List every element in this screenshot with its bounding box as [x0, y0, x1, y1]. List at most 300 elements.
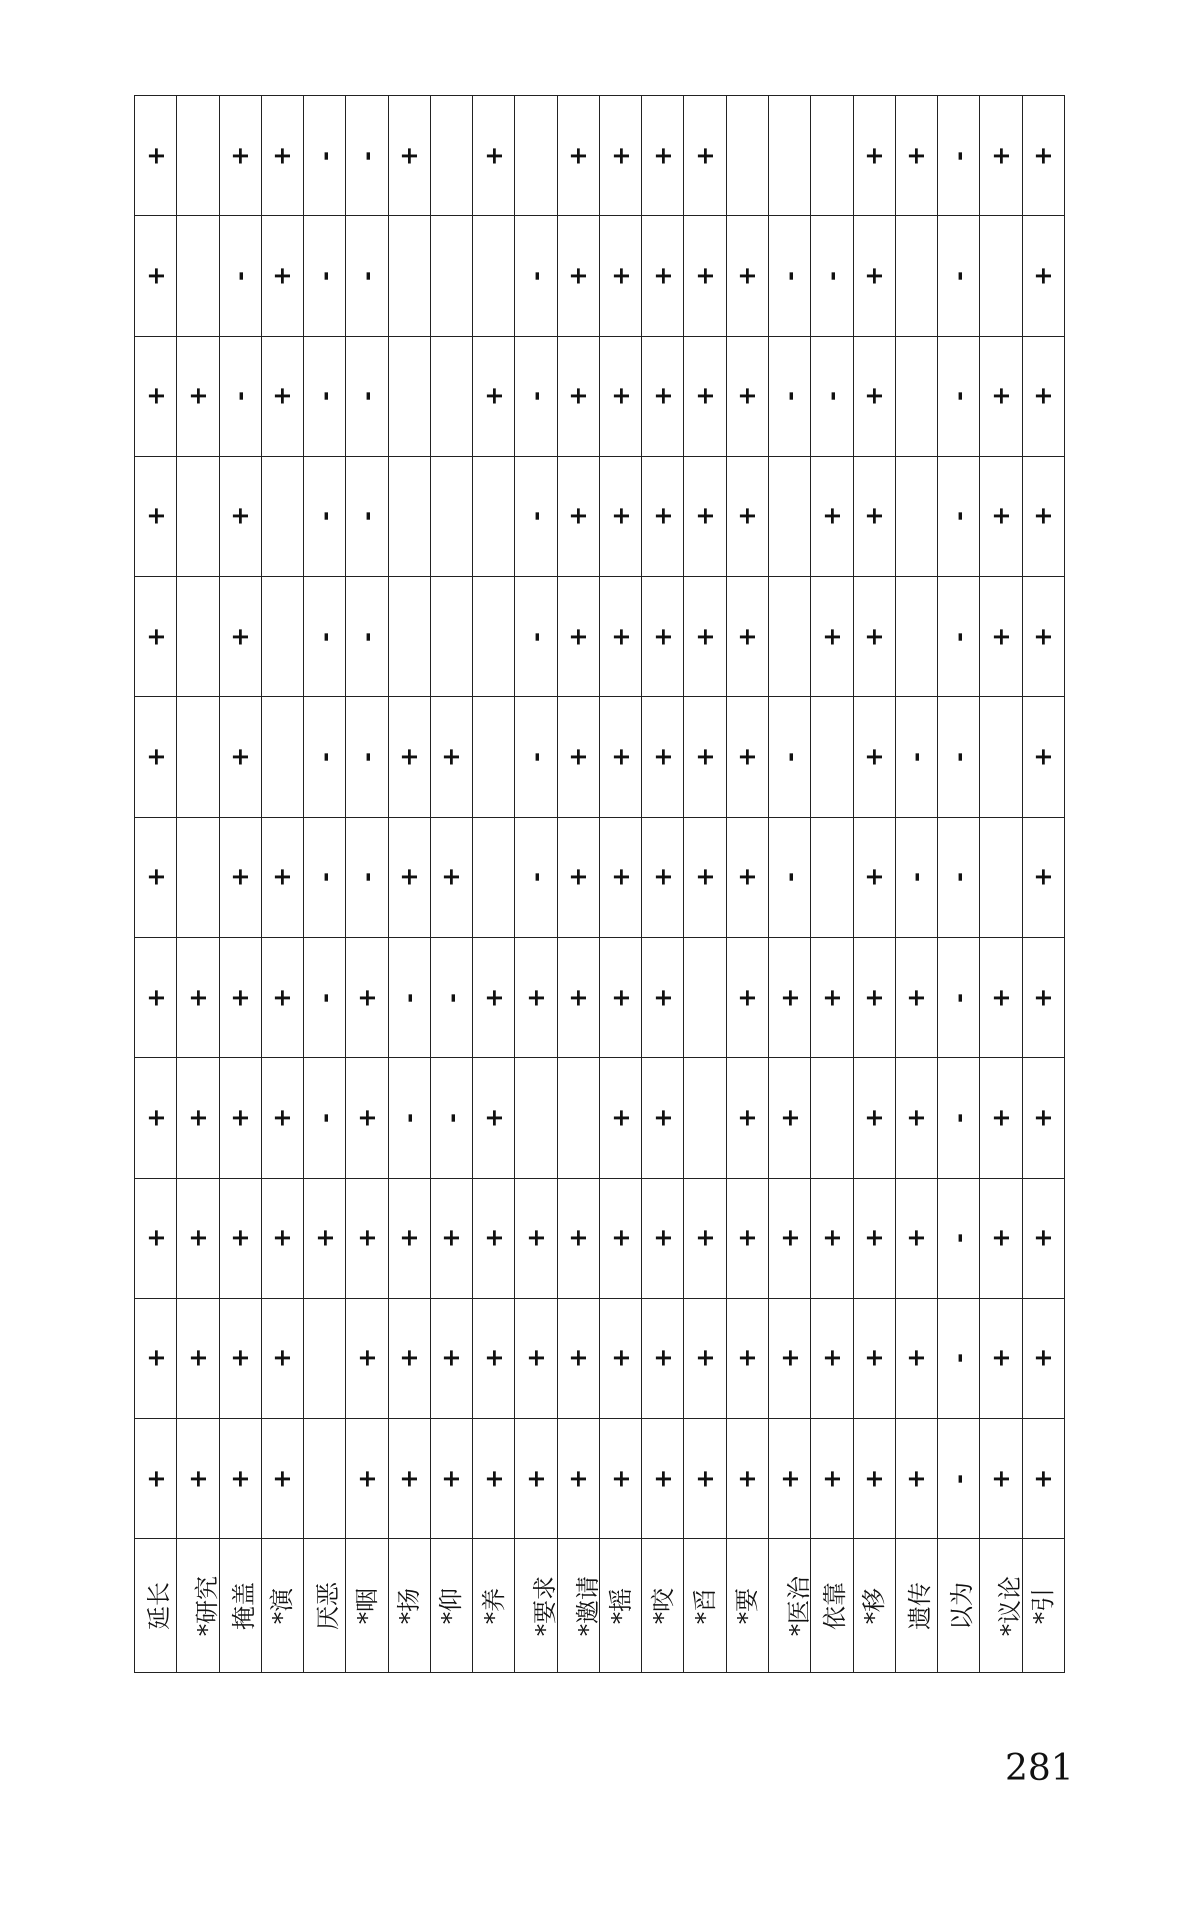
cell-mark: +	[902, 1468, 931, 1489]
table-row	[135, 817, 1065, 937]
table-cell	[219, 96, 261, 216]
word-label: 掩盖	[229, 1581, 258, 1630]
table-cell	[430, 817, 472, 937]
table-cell	[346, 1298, 388, 1418]
table-cell	[895, 937, 937, 1057]
table-cell	[684, 216, 726, 336]
cell-mark: -	[944, 1473, 973, 1484]
table-cell	[599, 577, 641, 697]
cell-mark: +	[1029, 626, 1058, 647]
cell-mark: +	[268, 987, 297, 1008]
table-cell	[853, 1058, 895, 1178]
cell-mark: +	[902, 1107, 931, 1128]
table-cell	[811, 697, 853, 817]
cell-mark: +	[775, 1107, 804, 1128]
table-cell	[642, 697, 684, 817]
table-cell	[430, 697, 472, 817]
word-label-cell	[261, 1539, 303, 1673]
table-cell	[515, 456, 557, 576]
cell-mark: +	[902, 145, 931, 166]
table-cell	[515, 96, 557, 216]
table-row	[135, 96, 1065, 216]
word-label: *仰	[437, 1587, 466, 1624]
word-label: *研究	[193, 1575, 222, 1636]
cell-mark: +	[395, 1228, 424, 1249]
table-cell	[895, 1058, 937, 1178]
cell-mark: +	[606, 626, 635, 647]
table-cell	[1022, 96, 1064, 216]
word-label-cell	[642, 1539, 684, 1673]
table-cell	[430, 216, 472, 336]
table-cell	[557, 456, 599, 576]
table-cell	[811, 1058, 853, 1178]
table-row	[135, 456, 1065, 576]
cell-mark: +	[691, 386, 720, 407]
word-label-cell	[599, 1539, 641, 1673]
table-cell	[853, 1178, 895, 1298]
table-cell	[1022, 1058, 1064, 1178]
cell-mark: +	[606, 145, 635, 166]
cell-mark: +	[268, 1107, 297, 1128]
table-cell	[980, 456, 1022, 576]
cell-mark: +	[733, 746, 762, 768]
table-cell	[980, 1419, 1022, 1539]
table-cell	[642, 456, 684, 576]
table-cell	[853, 817, 895, 937]
table-cell	[515, 1419, 557, 1539]
cell-mark: +	[691, 506, 720, 527]
table-cell	[980, 697, 1022, 817]
cell-mark: +	[395, 1348, 424, 1369]
word-label-cell	[557, 1539, 602, 1673]
cell-mark: +	[522, 1348, 551, 1369]
table-cell	[853, 1298, 895, 1418]
table-cell	[177, 577, 219, 697]
word-label-cell	[895, 1539, 937, 1673]
table-cell	[304, 1178, 346, 1298]
word-label-cell	[430, 1539, 472, 1673]
table-cell	[980, 1058, 1022, 1178]
table-row	[135, 216, 1065, 336]
table-cell	[515, 216, 557, 336]
table-cell	[895, 577, 937, 697]
cell-mark: +	[479, 1107, 508, 1128]
cell-mark: +	[183, 386, 212, 407]
table-cell	[430, 96, 472, 216]
table-cell	[642, 336, 684, 456]
table-cell	[726, 937, 768, 1057]
label-row	[135, 1539, 1065, 1673]
cell-mark: +	[733, 1468, 762, 1489]
table-cell	[726, 336, 768, 456]
cell-mark: -	[944, 752, 973, 763]
cell-mark: +	[606, 1348, 635, 1369]
table-cell	[473, 697, 515, 817]
cell-mark: +	[606, 867, 635, 888]
cell-mark: +	[606, 1228, 635, 1249]
word-label: *引	[1029, 1587, 1058, 1624]
cell-mark: +	[183, 1228, 212, 1249]
table-cell	[768, 697, 810, 817]
table-cell	[219, 1419, 261, 1539]
cell-mark: -	[944, 391, 973, 402]
cell-mark: +	[352, 1468, 381, 1489]
cell-mark: +	[860, 746, 889, 768]
cell-mark: +	[606, 987, 635, 1008]
cell-mark: +	[691, 265, 720, 286]
cell-mark: +	[986, 1107, 1015, 1128]
table-cell	[811, 336, 853, 456]
cell-mark: +	[733, 265, 762, 286]
cell-mark: +	[817, 626, 846, 647]
table-cell	[853, 456, 895, 576]
word-label: 依靠	[821, 1581, 850, 1630]
table-cell	[135, 817, 177, 937]
table-cell	[768, 1058, 810, 1178]
cell-mark: +	[226, 867, 255, 888]
table-cell	[1022, 577, 1064, 697]
cell-mark: +	[1029, 145, 1058, 166]
cell-mark: +	[860, 506, 889, 527]
table-cell	[853, 96, 895, 216]
cell-mark: +	[437, 746, 466, 768]
table-row	[135, 1058, 1065, 1178]
cell-mark: -	[944, 511, 973, 522]
cell-mark: +	[522, 987, 551, 1008]
table-cell	[135, 336, 177, 456]
word-label-cell	[388, 1539, 430, 1673]
table-cell	[177, 937, 219, 1057]
table-cell	[642, 817, 684, 937]
table-cell	[811, 96, 853, 216]
cell-mark: +	[860, 1468, 889, 1489]
table-cell	[684, 577, 726, 697]
table-cell	[135, 1178, 177, 1298]
cell-mark: +	[860, 987, 889, 1008]
table-cell	[219, 336, 261, 456]
cell-mark: -	[775, 270, 804, 281]
table-cell	[1022, 1178, 1064, 1298]
cell-mark: +	[733, 1228, 762, 1249]
table-cell	[642, 1178, 684, 1298]
table-cell	[388, 1419, 430, 1539]
table-cell	[938, 697, 980, 817]
cell-mark: +	[479, 1228, 508, 1249]
cell-mark: +	[691, 1468, 720, 1489]
cell-mark: +	[183, 1348, 212, 1369]
cell-mark: +	[691, 746, 720, 768]
cell-mark: +	[648, 506, 677, 527]
table-cell	[768, 817, 810, 937]
cell-mark: +	[437, 1468, 466, 1489]
cell-mark: +	[268, 145, 297, 166]
cell-mark: +	[564, 145, 593, 166]
table-cell	[811, 817, 853, 937]
table-cell	[768, 1419, 810, 1539]
word-label-cell	[768, 1539, 813, 1673]
table-cell	[388, 937, 430, 1057]
table-cell	[261, 216, 303, 336]
table-cell	[642, 1298, 684, 1418]
table-cell	[726, 577, 768, 697]
cell-mark: +	[648, 1348, 677, 1369]
table-cell	[642, 96, 684, 216]
table-cell	[853, 697, 895, 817]
table-cell	[684, 937, 726, 1057]
cell-mark: -	[352, 391, 381, 402]
table-cell	[135, 1058, 177, 1178]
table-cell	[853, 216, 895, 336]
table-cell	[515, 937, 557, 1057]
cell-mark: +	[860, 1107, 889, 1128]
table-cell	[261, 96, 303, 216]
table-cell	[304, 697, 346, 817]
word-label: *扬	[395, 1587, 424, 1624]
cell-mark: -	[522, 511, 551, 522]
cell-mark: +	[437, 1348, 466, 1369]
cell-mark: +	[648, 386, 677, 407]
cell-mark: +	[564, 386, 593, 407]
table-cell	[388, 697, 430, 817]
table-cell	[811, 937, 853, 1057]
cell-mark: +	[775, 1228, 804, 1249]
table-cell	[684, 817, 726, 937]
table-cell	[261, 1419, 303, 1539]
cell-mark: +	[986, 145, 1015, 166]
table-cell	[642, 1058, 684, 1178]
cell-mark: +	[648, 145, 677, 166]
table-cell	[515, 336, 557, 456]
table-cell	[388, 577, 430, 697]
cell-mark: +	[268, 1348, 297, 1369]
feature-table	[134, 95, 1065, 1673]
table-cell	[726, 1298, 768, 1418]
table-cell	[346, 96, 388, 216]
cell-mark: +	[733, 506, 762, 527]
cell-mark: +	[352, 987, 381, 1008]
table-cell	[261, 577, 303, 697]
cell-mark: +	[648, 1107, 677, 1128]
cell-mark: -	[944, 1233, 973, 1244]
word-label-cell	[135, 1539, 177, 1673]
table-cell	[135, 96, 177, 216]
cell-mark: +	[564, 867, 593, 888]
table-cell	[895, 697, 937, 817]
cell-mark: -	[902, 872, 931, 883]
cell-mark: +	[522, 1228, 551, 1249]
cell-mark: +	[395, 867, 424, 888]
cell-mark: +	[817, 506, 846, 527]
table-cell	[346, 336, 388, 456]
table-cell	[938, 1419, 980, 1539]
table-cell	[980, 937, 1022, 1057]
cell-mark: +	[733, 626, 762, 647]
word-label: 遗传	[905, 1581, 934, 1630]
cell-mark: -	[944, 150, 973, 161]
table-cell	[177, 216, 219, 336]
word-label: *演	[268, 1587, 297, 1624]
word-label: *咬	[648, 1587, 677, 1624]
cell-mark: +	[226, 1228, 255, 1249]
table-cell	[219, 456, 261, 576]
table-cell	[135, 1419, 177, 1539]
table-cell	[853, 336, 895, 456]
table-cell	[304, 1058, 346, 1178]
table-cell	[177, 1298, 219, 1418]
cell-mark: -	[775, 391, 804, 402]
table-cell	[346, 216, 388, 336]
cell-mark: +	[817, 1228, 846, 1249]
table-row	[135, 1298, 1065, 1418]
cell-mark: +	[733, 987, 762, 1008]
table-cell	[1022, 1419, 1064, 1539]
cell-mark: -	[902, 752, 931, 763]
table-cell	[768, 456, 810, 576]
cell-mark: -	[944, 270, 973, 281]
cell-mark: +	[860, 265, 889, 286]
cell-mark: +	[606, 1468, 635, 1489]
cell-mark: +	[226, 746, 255, 768]
cell-mark: +	[226, 1107, 255, 1128]
table-cell	[177, 1419, 219, 1539]
cell-mark: +	[226, 506, 255, 527]
word-label-cell	[980, 1539, 1025, 1673]
table-cell	[1022, 697, 1064, 817]
cell-mark: +	[986, 386, 1015, 407]
table-cell	[895, 1178, 937, 1298]
table-cell	[473, 1058, 515, 1178]
table-cell	[980, 336, 1022, 456]
cell-mark: +	[902, 1348, 931, 1369]
table-cell	[557, 817, 599, 937]
table-cell	[346, 456, 388, 576]
cell-mark: -	[310, 391, 339, 402]
cell-mark: -	[944, 631, 973, 642]
table-cell	[938, 216, 980, 336]
cell-mark: +	[141, 987, 170, 1008]
cell-mark: +	[775, 987, 804, 1008]
cell-mark: +	[606, 1107, 635, 1128]
table-cell	[726, 456, 768, 576]
table-cell	[177, 1058, 219, 1178]
table-cell	[261, 937, 303, 1057]
cell-mark: +	[352, 1228, 381, 1249]
table-cell	[177, 1178, 219, 1298]
cell-mark: +	[733, 386, 762, 407]
table-cell	[684, 697, 726, 817]
table-cell	[430, 456, 472, 576]
table-cell	[557, 336, 599, 456]
cell-mark: +	[268, 1468, 297, 1489]
table-cell	[980, 1298, 1022, 1418]
table-cell	[895, 96, 937, 216]
table-cell	[1022, 937, 1064, 1057]
cell-mark: -	[522, 631, 551, 642]
table-cell	[430, 336, 472, 456]
table-row	[135, 336, 1065, 456]
table-cell	[811, 1419, 853, 1539]
cell-mark: +	[268, 1228, 297, 1249]
cell-mark: +	[986, 1348, 1015, 1369]
cell-mark: -	[352, 752, 381, 763]
table-cell	[557, 96, 599, 216]
table-cell	[895, 1419, 937, 1539]
table-cell	[599, 937, 641, 1057]
table-cell	[388, 1058, 430, 1178]
cell-mark: +	[479, 386, 508, 407]
word-label: *医治	[784, 1575, 813, 1636]
table-cell	[219, 1058, 261, 1178]
cell-mark: +	[395, 1468, 424, 1489]
word-label-cell	[938, 1539, 980, 1673]
cell-mark: +	[268, 386, 297, 407]
table-cell	[684, 96, 726, 216]
table-cell	[599, 1298, 641, 1418]
cell-mark: +	[141, 746, 170, 768]
table-cell	[768, 1298, 810, 1418]
table-cell	[726, 1419, 768, 1539]
cell-mark: +	[986, 987, 1015, 1008]
table-cell	[642, 216, 684, 336]
table-cell	[599, 456, 641, 576]
table-cell	[177, 817, 219, 937]
table-cell	[219, 1298, 261, 1418]
table-cell	[304, 817, 346, 937]
table-cell	[135, 577, 177, 697]
cell-mark: +	[352, 1107, 381, 1128]
table-cell	[261, 456, 303, 576]
table-cell	[768, 216, 810, 336]
cell-mark: +	[479, 987, 508, 1008]
table-cell	[768, 937, 810, 1057]
cell-mark: +	[817, 987, 846, 1008]
table-cell	[261, 1058, 303, 1178]
table-cell	[388, 817, 430, 937]
table-cell	[853, 937, 895, 1057]
table-cell	[557, 697, 599, 817]
cell-mark: +	[141, 1348, 170, 1369]
word-label: *要求	[531, 1575, 560, 1636]
word-label-cell	[515, 1539, 560, 1673]
table-cell	[304, 577, 346, 697]
cell-mark: +	[691, 1348, 720, 1369]
table-cell	[1022, 817, 1064, 937]
table-cell	[473, 937, 515, 1057]
table-cell	[557, 1298, 599, 1418]
table-cell	[304, 1298, 346, 1418]
table-cell	[346, 1419, 388, 1539]
table-cell	[726, 697, 768, 817]
table-cell	[346, 817, 388, 937]
table-row	[135, 697, 1065, 817]
word-label-cell	[684, 1539, 726, 1673]
table-cell	[811, 1298, 853, 1418]
cell-mark: +	[648, 867, 677, 888]
table-cell	[515, 817, 557, 937]
cell-mark: +	[564, 1228, 593, 1249]
cell-mark: -	[395, 992, 424, 1003]
table-cell	[768, 336, 810, 456]
table-row	[135, 1419, 1065, 1539]
cell-mark: -	[310, 631, 339, 642]
cell-mark: +	[606, 506, 635, 527]
cell-mark: -	[775, 872, 804, 883]
cell-mark: -	[522, 391, 551, 402]
table-cell	[599, 697, 641, 817]
table-row	[135, 937, 1065, 1057]
table-cell	[430, 1178, 472, 1298]
cell-mark: +	[606, 265, 635, 286]
